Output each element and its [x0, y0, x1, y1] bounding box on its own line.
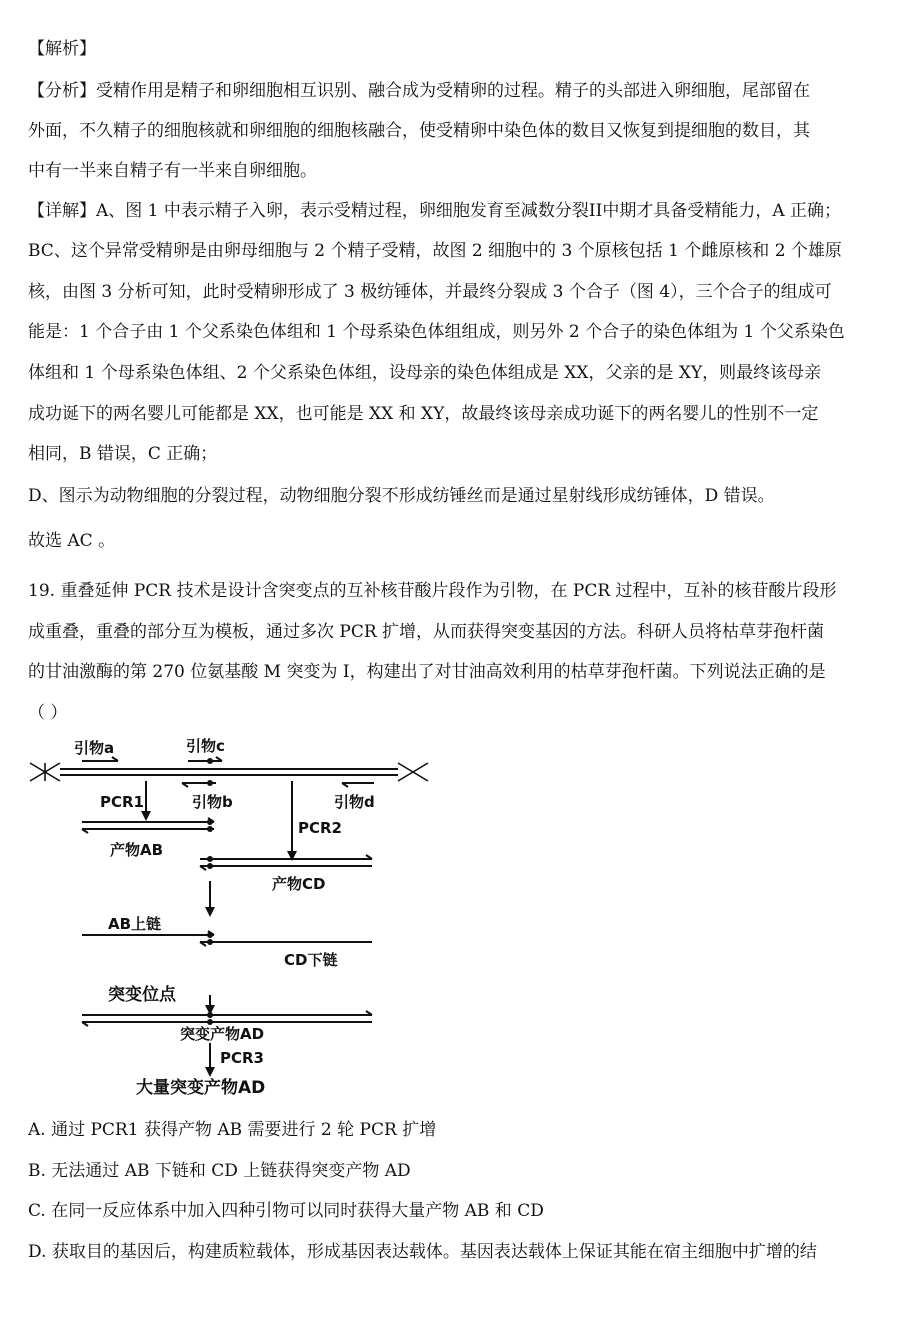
analysis-fenxi-line-1: 【分析】受精作用是精子和卵细胞相互识别、融合成为受精卵的过程。精子的头部进入卵细胞，尾部留在: [28, 81, 810, 101]
option-b: B. 无法通过 AB 下链和 CD 上链获得突变产物 AD: [28, 1161, 411, 1181]
label-primer-d: 引物d: [334, 793, 375, 811]
analysis-fenxi-line-3: 中有一半来自精子有一半来自卵细胞。: [28, 161, 317, 181]
label-pcr1: PCR1: [100, 793, 144, 811]
question-line-1: 19. 重叠延伸 PCR 技术是设计含突变点的互补核苷酸片段作为引物，在 PCR 过程中，互补的核苷酸片段形: [28, 581, 837, 601]
analysis-xiangjie-line-7: 相同，B 错误，C 正确；: [28, 444, 218, 464]
label-mutation-site: 突变位点: [108, 985, 176, 1005]
label-mutant-ad: 突变产物AD: [180, 1025, 265, 1043]
label-cd-lower-chain: CD下链: [284, 951, 338, 969]
question-line-3: 的甘油激酶的第 270 位氨基酸 M 突变为 I，构建出了对甘油高效利用的枯草芽孢杆菌。下列说法正确的是: [28, 662, 826, 682]
label-pcr2: PCR2: [298, 819, 342, 837]
label-pcr3: PCR3: [220, 1049, 264, 1067]
option-c: C. 在同一反应体系中加入四种引物可以同时获得大量产物 AB 和 CD: [28, 1201, 544, 1221]
label-ab-upper-chain: AB上链: [108, 915, 162, 933]
option-a: A. 通过 PCR1 获得产物 AB 需要进行 2 轮 PCR 扩增: [28, 1120, 437, 1140]
analysis-d-line: D、图示为动物细胞的分裂过程，动物细胞分裂不形成纺锤丝而是通过星射线形成纺锤体，D 错误。: [28, 486, 775, 506]
analysis-heading: 【解析】: [28, 39, 96, 59]
analysis-xiangjie-line-3: 核，由图 3 分析可知，此时受精卵形成了 3 极纺锤体，并最终分裂成 3 个合子（图 4），三个合子的组成可: [28, 282, 832, 302]
label-product-ab: 产物AB: [110, 841, 164, 859]
label-primer-a: 引物a: [74, 739, 115, 757]
analysis-fenxi-line-2: 外面，不久精子的细胞核就和卵细胞的细胞核融合，使受精卵中染色体的数目又恢复到提细胞的数目，其: [28, 121, 810, 141]
analysis-xiangjie-line-6: 成功诞下的两名婴儿可能都是 XX，也可能是 XX 和 XY，故最终该母亲成功诞下的两名婴儿的性别不一定: [28, 404, 819, 424]
question-line-2: 成重叠，重叠的部分互为模板，通过多次 PCR 扩增，从而获得突变基因的方法。科研人员将枯草芽孢杆菌: [28, 622, 825, 642]
question-paren: （ ）: [28, 703, 68, 723]
analysis-xiangjie-line-5: 体组和 1 个母系染色体组、2 个父系染色体组，设母亲的染色体组成是 XX，父亲的是 XY，则最终该母亲: [28, 363, 822, 383]
label-many-mutant-ad: 大量突变产物AD: [136, 1078, 266, 1098]
analysis-xiangjie-line-1: 【详解】A、图 1 中表示精子入卵，表示受精过程，卵细胞发育至减数分裂II中期才具备受精能力，A 正确；: [28, 201, 842, 221]
option-d: D. 获取目的基因后，构建质粒载体，形成基因表达载体。基因表达载体上保证其能在宿主细胞中扩增的结: [28, 1242, 817, 1262]
analysis-xiangjie-line-4: 能是：1 个合子由 1 个父系染色体组和 1 个母系染色体组组成，则另外 2 个合子的染色体组为 1 个父系染色: [28, 322, 845, 342]
label-primer-b: 引物b: [192, 793, 233, 811]
label-product-cd: 产物CD: [272, 875, 326, 893]
analysis-xiangjie-line-2: BC、这个异常受精卵是由卵母细胞与 2 个精子受精，故图 2 细胞中的 3 个原核包括 1 个雌原核和 2 个雄原: [28, 241, 842, 261]
overlap-pcr-diagram: [0, 725, 440, 1110]
label-primer-c: 引物c: [186, 737, 225, 755]
analysis-answer: 故选 AC 。: [28, 531, 116, 551]
